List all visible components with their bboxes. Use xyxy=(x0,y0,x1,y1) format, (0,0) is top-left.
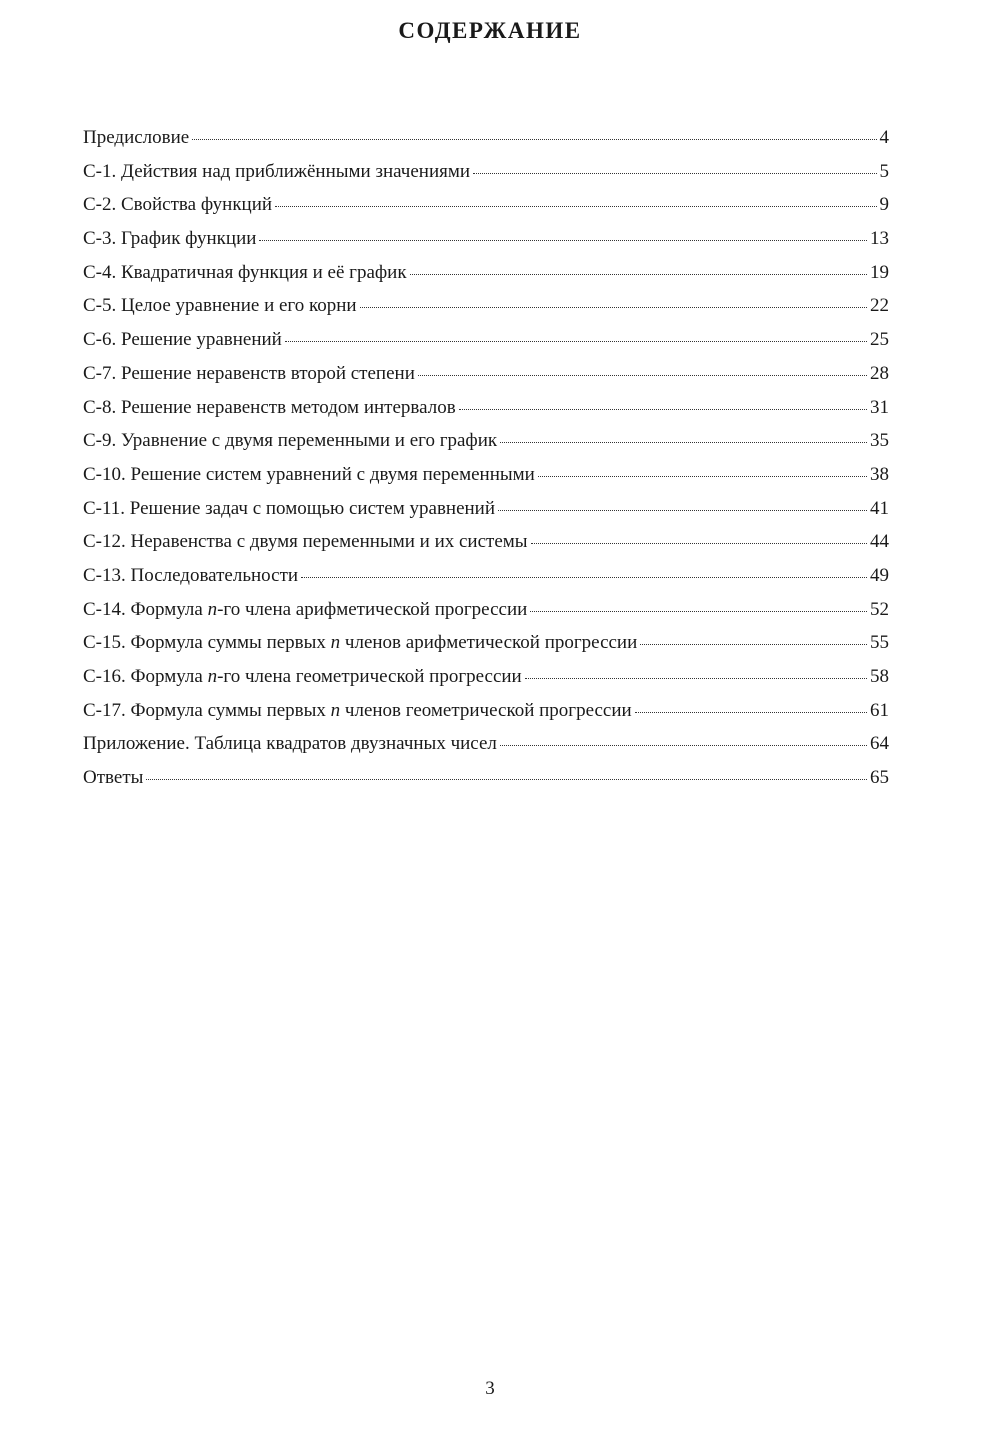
toc-entry-text: Предисловие xyxy=(83,127,190,148)
toc-entry-page: 52 xyxy=(870,598,889,620)
toc-entry-text: С-2. Свойства функций xyxy=(83,194,273,216)
toc-entry-title xyxy=(83,766,143,790)
toc-entry-text: С-13. Последовательности xyxy=(83,564,299,586)
toc-entry[interactable] xyxy=(83,328,889,362)
dot-leader xyxy=(500,745,867,746)
dot-leader xyxy=(259,240,867,241)
toc-entry-title xyxy=(83,261,407,285)
toc-entry-page: 64 xyxy=(870,733,889,755)
toc-entry[interactable] xyxy=(83,126,889,160)
toc-entry-page: 35 xyxy=(870,430,889,452)
toc-entry[interactable] xyxy=(83,160,889,194)
toc-entry[interactable] xyxy=(83,429,889,463)
toc-entry-text: С-16. Формула xyxy=(83,666,208,687)
dot-leader xyxy=(146,779,867,780)
page-number: 3 xyxy=(485,1378,495,1399)
toc-entry[interactable] xyxy=(83,261,889,295)
toc-entry-page: 13 xyxy=(870,228,889,250)
toc-entry-title xyxy=(83,598,527,622)
toc-entry-text: С-1. Действия над приближёнными значениями xyxy=(83,160,471,182)
toc-entry-text: С-4. Квадратичная функция и её график xyxy=(83,261,407,283)
toc-entry-title xyxy=(83,362,415,386)
toc-entry-text: С-8. Решение неравенств методом интервалов xyxy=(83,396,456,418)
toc-entry[interactable] xyxy=(83,497,889,531)
dot-leader xyxy=(473,173,876,174)
dot-leader xyxy=(635,712,867,713)
toc-entry-text: С-17. Формула суммы первых xyxy=(83,699,331,721)
toc-entry-page: 4 xyxy=(879,127,889,148)
toc-entry-text: членов геометрической прогрессии xyxy=(340,699,632,721)
toc-entry-page: 65 xyxy=(870,767,889,789)
toc-entry-page: 58 xyxy=(870,666,889,687)
toc-entry-text: С-12. Неравенства с двумя переменными и их системы xyxy=(83,531,528,553)
toc-entry-text: С-15. Формула суммы первых xyxy=(83,632,331,654)
dot-leader xyxy=(275,206,876,207)
dot-leader xyxy=(500,442,867,443)
toc-entry-text: членов арифметической прогрессии xyxy=(340,632,638,654)
toc-entry-title xyxy=(83,665,522,689)
toc-entry[interactable] xyxy=(83,631,889,665)
toc-entry-text: С-14. Формула xyxy=(83,598,208,620)
toc-entry-page: 38 xyxy=(870,463,889,485)
toc-entry[interactable] xyxy=(83,665,889,699)
dot-leader xyxy=(360,307,867,308)
toc-entry-title xyxy=(83,126,189,150)
dot-leader xyxy=(459,409,867,410)
toc-entry-text: Ответы xyxy=(83,767,144,789)
toc-entry-page: 9 xyxy=(879,194,889,216)
toc-entry[interactable] xyxy=(83,699,889,733)
toc-entry-text: С-10. Решение систем уравнений с двумя переменными xyxy=(83,463,535,485)
toc-entry-title xyxy=(83,497,495,521)
toc-entry-title xyxy=(83,227,256,251)
toc-entry-page: 61 xyxy=(870,699,889,721)
toc-entry-text: С-9. Уравнение с двумя переменными и его график xyxy=(83,430,498,452)
dot-leader xyxy=(192,139,876,140)
toc-entry-title xyxy=(83,193,272,217)
toc-entry-page: 49 xyxy=(870,564,889,586)
toc-entry-page: 22 xyxy=(870,295,889,317)
toc-entry-variable: n xyxy=(207,598,218,620)
toc-entry-page: 25 xyxy=(870,329,889,351)
toc-entry-title xyxy=(83,699,632,723)
dot-leader xyxy=(531,543,867,544)
toc-entry[interactable] xyxy=(83,598,889,632)
dot-leader xyxy=(640,644,867,645)
toc-entry-page: 41 xyxy=(870,497,889,519)
toc-entry[interactable] xyxy=(83,193,889,227)
dot-leader xyxy=(301,577,867,578)
toc-entry-page: 31 xyxy=(870,396,889,418)
toc-entry-title xyxy=(83,732,497,756)
toc-entry-text: С-11. Решение задач с помощью систем уравнений xyxy=(83,497,496,519)
dot-leader xyxy=(410,274,867,275)
dot-leader xyxy=(538,476,867,477)
toc-entry-text: С-3. График функции xyxy=(83,228,257,250)
toc-entry-title xyxy=(83,463,535,487)
toc-entry-title xyxy=(83,530,528,554)
toc-entry[interactable] xyxy=(83,227,889,261)
dot-leader xyxy=(525,678,867,679)
toc-entry-page: 5 xyxy=(879,160,889,182)
toc-entry-title xyxy=(83,328,282,352)
toc-entry-variable: n xyxy=(330,632,341,654)
toc-entry[interactable] xyxy=(83,732,889,766)
toc-entry[interactable] xyxy=(83,463,889,497)
toc-entry-page: 44 xyxy=(870,531,889,553)
toc-entry[interactable] xyxy=(83,294,889,328)
dot-leader xyxy=(498,510,867,511)
dot-leader xyxy=(418,375,867,376)
toc-entry-variable: n xyxy=(330,699,341,721)
toc-entry[interactable] xyxy=(83,396,889,430)
toc-entry-text: Приложение. Таблица квадратов двузначных чисел xyxy=(83,733,497,755)
dot-leader xyxy=(530,611,867,612)
toc-entry-text: -го члена арифметической прогрессии xyxy=(217,598,528,620)
toc-entry-text: -го члена геометрической прогрессии xyxy=(217,666,522,687)
toc-entry-title xyxy=(83,294,357,318)
dot-leader xyxy=(285,341,867,342)
toc-entry[interactable] xyxy=(83,564,889,598)
toc-entry-text: С-6. Решение уравнений xyxy=(83,329,282,351)
toc-entry-title xyxy=(83,564,298,588)
toc-entry-page: 19 xyxy=(870,261,889,283)
toc-entry-page: 55 xyxy=(870,632,889,654)
toc-entry[interactable] xyxy=(83,362,889,396)
page-title: СОДЕРЖАНИЕ xyxy=(398,18,582,43)
toc-entry-title xyxy=(83,396,456,420)
table-of-contents xyxy=(83,126,889,800)
toc-entry-title xyxy=(83,160,470,184)
toc-entry-page: 28 xyxy=(870,362,889,384)
toc-entry-text: С-5. Целое уравнение и его корни xyxy=(83,295,357,317)
toc-entry[interactable] xyxy=(83,530,889,564)
toc-entry-title xyxy=(83,631,637,655)
toc-entry-title xyxy=(83,429,497,453)
toc-entry-text: С-7. Решение неравенств второй степени xyxy=(83,362,415,384)
toc-entry[interactable] xyxy=(83,766,889,800)
toc-entry-variable: n xyxy=(207,666,218,687)
